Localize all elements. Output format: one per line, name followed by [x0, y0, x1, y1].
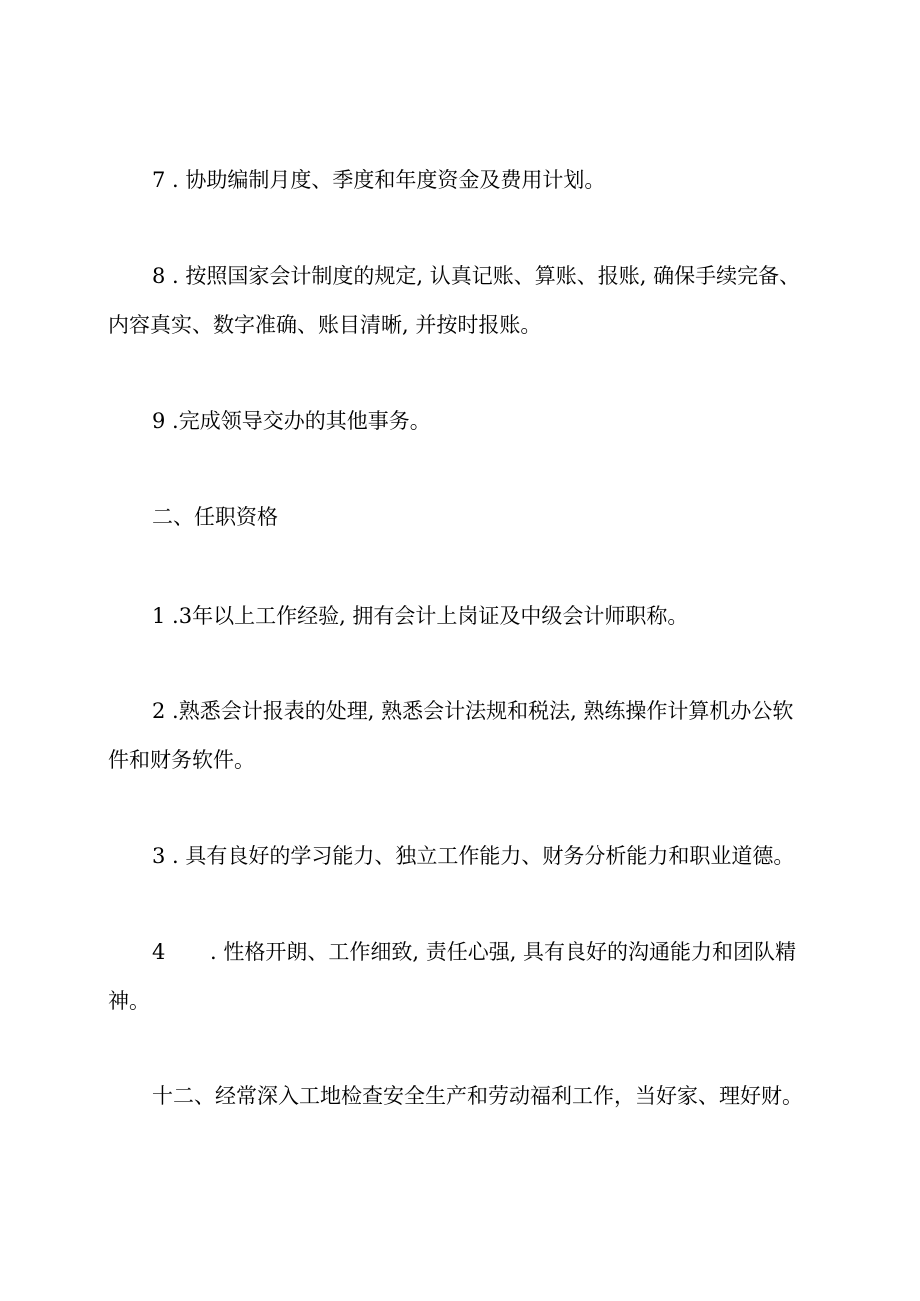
item-text: . 性格开朗、工作细致, 责任心强, 具有良好的沟通能力和团队精 — [210, 940, 797, 964]
item-text-continued: 神。 — [108, 989, 150, 1013]
item-number: 4 — [152, 940, 166, 964]
list-item — [152, 842, 820, 870]
section-heading — [152, 503, 820, 531]
item-number: 1 — [152, 604, 166, 628]
item-text: .完成领导交办的其他事务。 — [165, 409, 431, 433]
item-text-continued: 内容真实、数字准确、账目清晰, 并按时报账。 — [108, 313, 542, 337]
list-item — [152, 262, 820, 290]
list-item-continuation — [108, 746, 820, 774]
list-item — [152, 407, 820, 435]
item-text-continued: 件和财务软件。 — [108, 748, 255, 772]
list-item-continuation — [108, 987, 820, 1015]
item-number: 7 — [152, 168, 166, 192]
list-item-continuation — [108, 311, 820, 339]
item-number: 9 — [152, 409, 166, 433]
closing-text: 十二、经常深入工地检查安全生产和劳动福利工作，当好家、理好财。 — [152, 1084, 803, 1108]
item-number: 8 — [152, 264, 166, 288]
closing-paragraph — [152, 1082, 820, 1110]
item-text: .3年以上工作经验, 拥有会计上岗证及中级会计师职称。 — [165, 604, 689, 628]
item-text: . 协助编制月度、季度和年度资金及费用计划。 — [165, 168, 606, 192]
item-number: 2 — [152, 699, 166, 723]
list-item — [152, 697, 820, 725]
list-item — [152, 938, 820, 966]
list-item — [152, 166, 820, 194]
section-heading-text: 二、任职资格 — [152, 505, 278, 529]
list-item — [152, 602, 820, 630]
item-text: . 具有良好的学习能力、独立工作能力、财务分析能力和职业道德。 — [165, 844, 795, 868]
item-text: . 按照国家会计制度的规定, 认真记账、算账、报账, 确保手续完备、 — [165, 264, 801, 288]
item-text: .熟悉会计报表的处理, 熟悉会计法规和税法, 熟练操作计算机办公软 — [165, 699, 794, 723]
item-number: 3 — [152, 844, 166, 868]
